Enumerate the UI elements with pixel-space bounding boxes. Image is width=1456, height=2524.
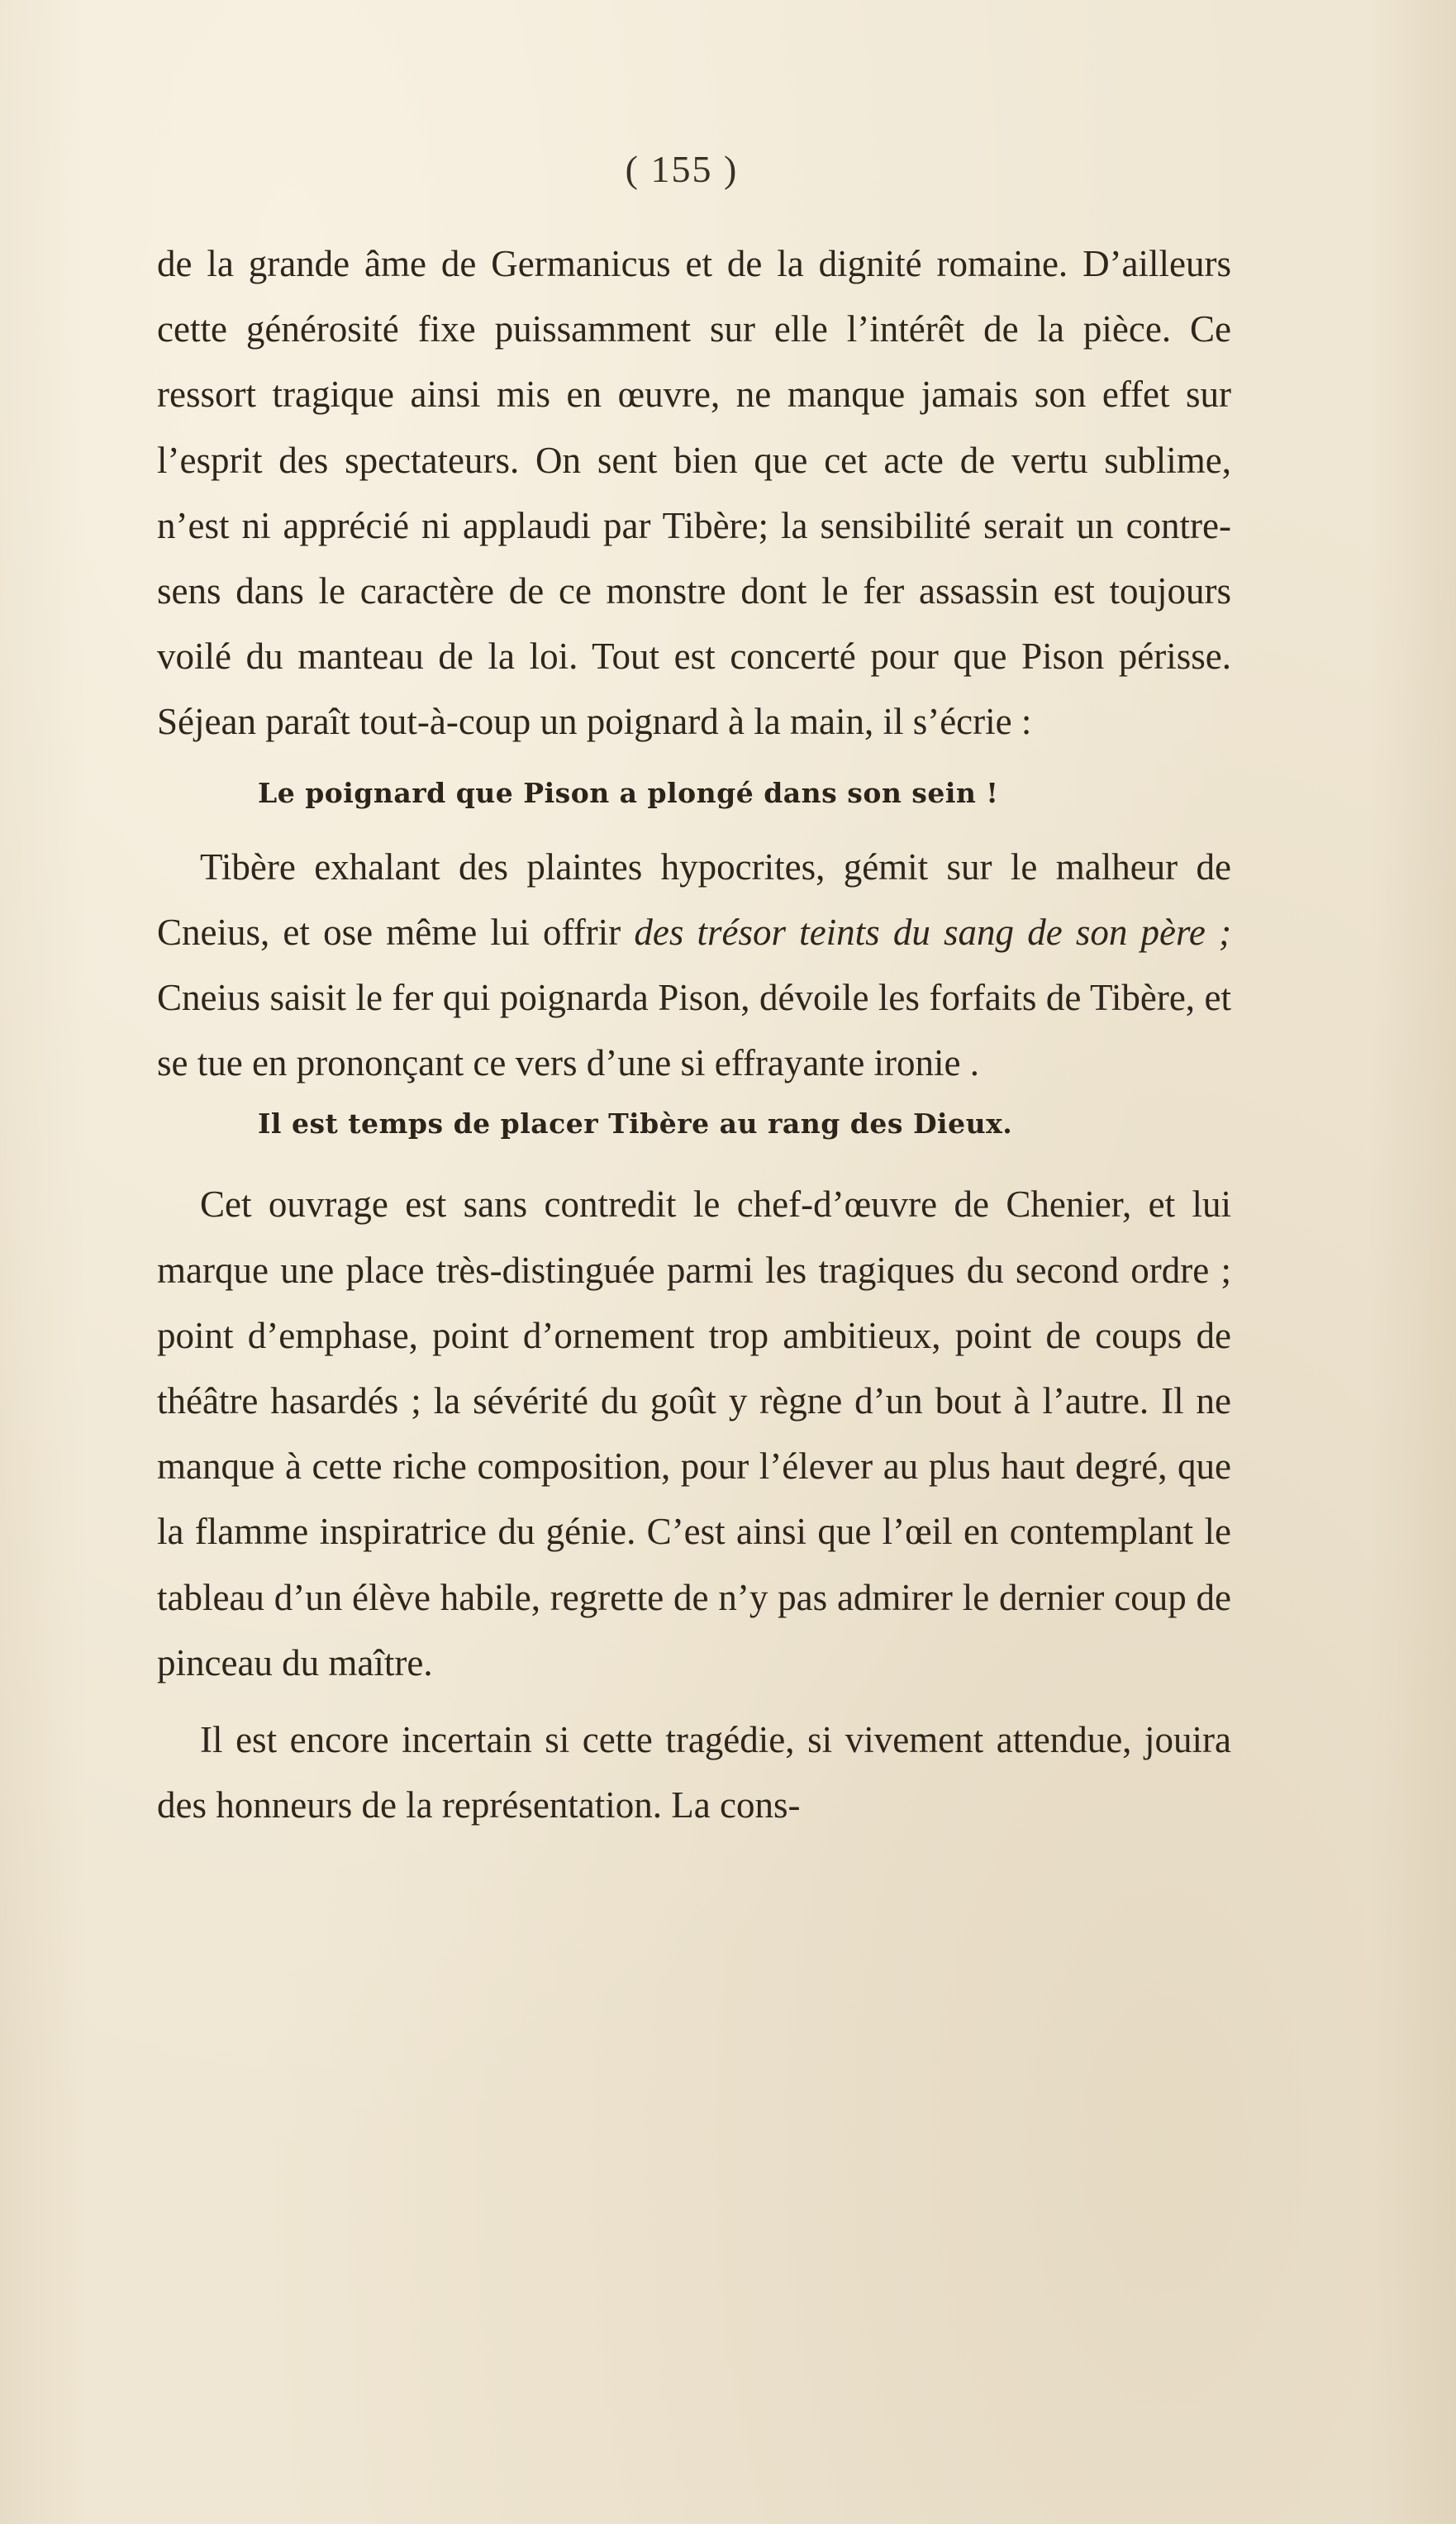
- paragraph-4: Il est encore incertain si cette tragédie, si vivement attendue, jouira des honneurs de la représentation. La cons-: [157, 1719, 1231, 1826]
- body-text: [157, 231, 1231, 1838]
- paragraph-2-italic: des trésor teints du sang de son père ;: [634, 911, 1231, 953]
- verse-quote-1: Le poignard que Pison a plongé dans son sein !: [258, 776, 999, 809]
- paragraph-2: [157, 835, 1231, 1097]
- page-number: ( 155 ): [625, 148, 739, 190]
- verse-quote-2: Il est temps de placer Tibère au rang des Dieux.: [258, 1107, 1013, 1141]
- paragraph-1: de la grande âme de Germanicus et de la dignité romaine. D’ailleurs cette générosité fixe puissamment sur elle l’intérêt de la pièce. Ce ressort tragique ainsi mis en œuvre, ne manque jamais son effet sur l’esprit des spectateurs. On sent bien que cet acte de vertu sublime, n’est ni apprécié ni applaudi par Tibère; la sensibilité serait un contre-sens dans le caractère de ce monstre dont le fer assassin est toujours voilé du manteau de la loi. Tout est concerté pour que Pison périsse. Séjean paraît tout-à-coup un poignard à la main, il s’écrie :: [157, 243, 1231, 743]
- paragraph-3: Cet ouvrage est sans contredit le chef-d’œuvre de Chenier, et lui marque une place très-distinguée parmi les tragiques du second ordre ; point d’emphase, point d’ornement trop ambitieux, point de coups de théâtre hasardés ; la sévérité du goût y règne d’un bout à l’autre. Il ne manque à cette riche composition, pour l’élever au plus haut degré, que la flamme inspiratrice du génie. C’est ainsi que l’œil en contemplant le tableau d’un élève habile, regrette de n’y pas admirer le dernier coup de pinceau du maître.: [157, 1183, 1231, 1683]
- paragraph-2-text-b: Cneius saisit le fer qui poignarda Pison, dévoile les forfaits de Tibère, et se tue en prononçant ce vers d’une si effrayante ironie .: [157, 977, 1231, 1084]
- paragraph-2-text-a: Tibère exhalant des plaintes hypocrites, gémit sur le malheur de Cneius, et ose même lui offrir: [157, 845, 1231, 953]
